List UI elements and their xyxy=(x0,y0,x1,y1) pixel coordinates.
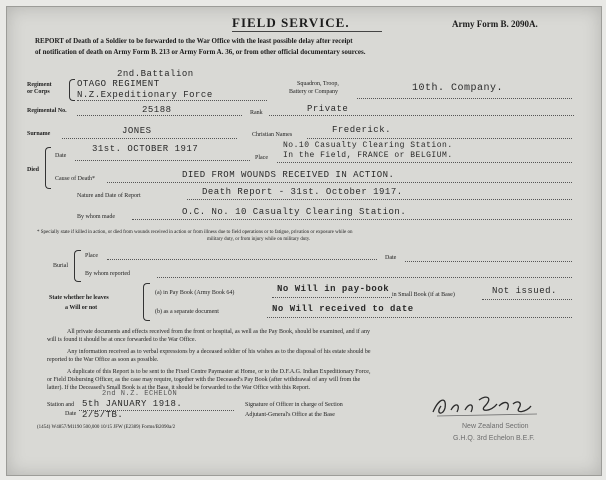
death-report-form xyxy=(6,6,602,476)
regimental-no-value: 25188 xyxy=(142,105,172,115)
place-line xyxy=(277,162,572,163)
place-value-2: In the Field, FRANCE or BELGIUM. xyxy=(283,151,453,160)
place-value-1: No.10 Casualty Clearing Station. xyxy=(283,141,453,150)
will-option-a: (a) in Pay Book (Army Book 64) xyxy=(155,290,235,296)
para-1b: will is found it should be at once forwarded to the War Office. xyxy=(47,337,197,343)
regiment-value-1: 2nd.Battalion xyxy=(117,69,194,79)
regiment-label-2: or Corps xyxy=(27,89,50,95)
nature-value: Death Report - 31st. October 1917. xyxy=(202,187,403,197)
small-book-label: in Small Book (if at Base) xyxy=(392,292,455,298)
cause-value: DIED FROM WOUNDS RECEIVED IN ACTION. xyxy=(182,170,395,180)
regiment-brace xyxy=(69,79,75,101)
stamp-line-1: New Zealand Section xyxy=(462,423,529,430)
surname-value: JONES xyxy=(122,126,152,136)
squadron-label-1: Squadron, Troop, xyxy=(297,81,339,87)
surname-label: Surname xyxy=(27,131,51,137)
burial-reported-label: By whom reported xyxy=(85,271,130,277)
stamp-line-2: G.H.Q. 3rd Echelon B.E.F. xyxy=(453,435,535,442)
burial-date-line xyxy=(405,261,572,262)
regiment-label-1: Regiment xyxy=(27,82,52,88)
nature-label: Nature and Date of Report xyxy=(77,193,141,199)
footer-date-label: Date xyxy=(65,411,77,417)
rank-label: Rank xyxy=(250,110,263,116)
para-3b: or Field Disbursing Officer, as the case may require, together with the Deceased's Pay Book (after withdrawal of any will from the xyxy=(47,377,361,383)
will-a-line xyxy=(272,297,392,298)
station-label: Station and xyxy=(47,402,75,408)
died-brace xyxy=(45,147,51,189)
will-brace xyxy=(143,283,150,321)
surname-line xyxy=(62,138,237,139)
para-2b: reported to the War Office as soon as possible. xyxy=(47,357,159,363)
intro-line-2: of notification of death on Army Form B. 213 or Army Form A. 36, or from other official documentary sources. xyxy=(35,48,366,56)
footer-ref-value: 2/5/TB. xyxy=(82,410,124,420)
small-book-value: Not issued. xyxy=(492,286,557,296)
christian-names-value: Frederick. xyxy=(332,125,392,135)
date-of-death-value: 31st. OCTOBER 1917 xyxy=(92,144,199,154)
by-whom-line xyxy=(132,219,572,220)
cause-label: Cause of Death* xyxy=(55,176,95,182)
rank-value: Private xyxy=(307,104,349,114)
print-line: (1454) W4857/M1190 500,000 10/15 JFW (E2389) Forms/B2090a/2 xyxy=(37,425,176,430)
by-whom-label: By whom made xyxy=(77,214,115,220)
by-whom-value: O.C. No. 10 Casualty Clearing Station. xyxy=(182,207,407,217)
regiment-value-2: OTAGO REGIMENT xyxy=(77,79,160,89)
burial-place-line xyxy=(107,259,377,260)
date-label: Date xyxy=(55,153,67,159)
para-2a: Any information received as to verbal expressions by a deceased soldier of his wishes as to the disposal of his estate should be xyxy=(67,349,371,355)
para-3a: A duplicate of this Report is to be sent to the Fixed Centre Paymaster at Home, or to the D.F.A.G. Indian Expeditionary Force, xyxy=(67,369,371,375)
burial-reported-line xyxy=(157,277,572,278)
regiment-value-3: N.Z.Expeditionary Force xyxy=(77,90,213,100)
burial-label: Burial xyxy=(53,263,68,269)
small-book-line xyxy=(482,299,572,300)
title-underline xyxy=(232,31,382,32)
squadron-line xyxy=(357,98,572,99)
number-line xyxy=(77,115,242,116)
officer-signature xyxy=(427,392,547,420)
place-label: Place xyxy=(255,155,268,161)
burial-brace xyxy=(74,250,81,282)
form-title: FIELD SERVICE. xyxy=(232,15,350,30)
regimental-no-label: Regimental No. xyxy=(27,108,67,114)
cause-line xyxy=(107,182,572,183)
burial-date-label: Date xyxy=(385,255,397,261)
station-value: 2nd N.Z. ECHELON xyxy=(102,390,178,398)
signature-label-1: Signature of Officer in charge of Section xyxy=(245,402,343,408)
will-state-label-2: a Will or not xyxy=(65,305,98,311)
signature-label-2: Adjutant-General's Office at the Base xyxy=(245,412,335,418)
para-1a: All private documents and effects received from the front or hospital, as well as the Pay Book, should be examined, and if any xyxy=(67,329,370,335)
footer-date-value: 5th JANUARY 1918. xyxy=(82,399,183,409)
died-label: Died xyxy=(27,167,39,173)
footnote-line-2: military duty, or from injury while on military duty. xyxy=(207,237,311,242)
nature-line xyxy=(187,199,572,200)
burial-place-label: Place xyxy=(85,253,98,259)
will-value-a: No Will in pay-book xyxy=(277,284,390,294)
squadron-value: 10th. Company. xyxy=(412,83,504,94)
will-b-line xyxy=(267,317,572,318)
rank-line xyxy=(269,115,574,116)
squadron-label-2: Battery or Company xyxy=(289,89,338,95)
intro-line-1: REPORT of Death of a Soldier to be forwarded to the War Office with the least possible delay after receipt xyxy=(35,37,353,45)
will-value-b: No Will received to date xyxy=(272,304,414,314)
form-number: Army Form B. 2090A. xyxy=(452,19,538,29)
will-option-b: (b) as a separate document xyxy=(155,309,219,315)
date-line xyxy=(75,160,250,161)
christian-line xyxy=(307,138,572,139)
will-state-label-1: State whether he leaves xyxy=(49,295,109,301)
para-3c: latter). If the Deceased's Small Book is at the Base, it should be forwarded to the War Office with this Report. xyxy=(47,385,311,391)
footnote-line-1: * Specially state if killed in action, or died from wounds received in action or from illness due to field operations or to fatigue, privation or exposure while on xyxy=(37,230,353,235)
christian-names-label: Christian Names xyxy=(252,132,293,138)
regiment-line xyxy=(77,100,267,101)
